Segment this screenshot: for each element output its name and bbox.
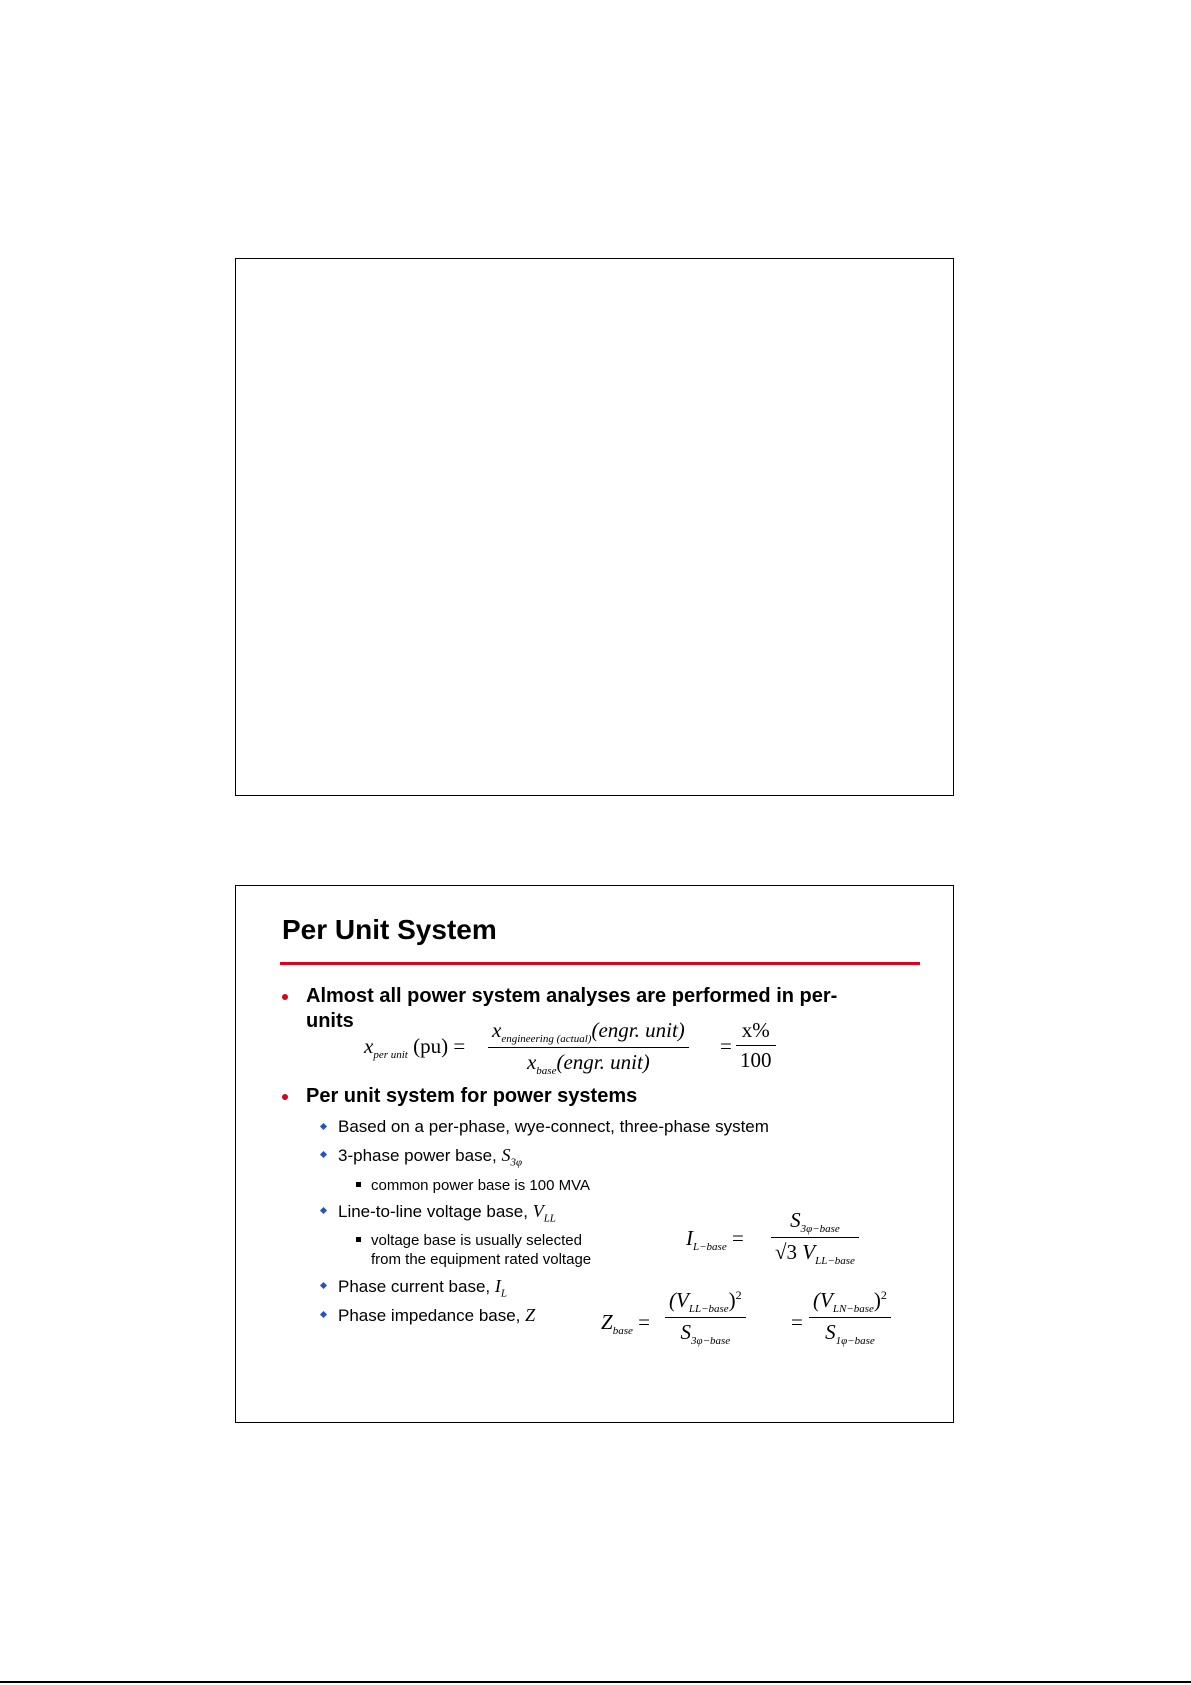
bullet-text-line1: Almost all power system analyses are performed in per- — [306, 985, 838, 1007]
sub-sub-item-text-line1: voltage base is usually selected — [371, 1232, 582, 1249]
sub-sub-item-mva — [356, 1176, 590, 1195]
diamond-bullet-icon — [320, 1282, 327, 1289]
pu-equals: = — [720, 1034, 732, 1058]
sub-item-impedance-base — [321, 1305, 535, 1326]
impedance-fraction-ll: $(V_{LL-base})^2$ $S_{3\varphi-base}$ — [665, 1288, 746, 1347]
bullet-dot-icon — [282, 1094, 288, 1100]
diamond-bullet-icon — [320, 1311, 327, 1318]
bullet-text: Per unit system for power systems — [306, 1085, 638, 1107]
sub-item-power-base — [321, 1145, 522, 1169]
pu-lhs: $x_{per unit}$ (pu) = — [364, 1034, 466, 1062]
current-base-equation: $I_{L-base}$ = $S_{3\varphi-base}$ √3 $V_{LL-base}$ — [686, 1206, 906, 1268]
sub-item-voltage-base — [321, 1201, 556, 1225]
impedance-base-equation: $Z_{base}$ = $(V_{LL-base})^2$ $S_{3\varphi-base}$ = $(V_{LN-base})^2$ $S_{1\varphi-base}$ — [601, 1286, 941, 1354]
page-bottom-rule — [0, 1681, 1191, 1683]
sub-item-text: Phase current base, $I_L$ — [338, 1276, 507, 1300]
sub-item-current-base — [321, 1276, 507, 1300]
diamond-bullet-icon — [320, 1207, 327, 1214]
sub-item-per-phase — [321, 1117, 769, 1137]
per-unit-equation — [364, 1016, 784, 1076]
diamond-bullet-icon — [320, 1123, 327, 1130]
sub-sub-item-text-line2: from the equipment rated voltage — [371, 1251, 592, 1268]
sub-sub-item-text: common power base is 100 MVA — [371, 1177, 590, 1194]
pu-percent-fraction: $\frac{x\%}{100}$ — [736, 1018, 776, 1073]
diamond-bullet-icon — [320, 1151, 327, 1158]
square-bullet-icon — [356, 1237, 361, 1242]
bullet-per-unit-power-systems — [282, 1084, 637, 1109]
sub-sub-item-voltage-selection — [356, 1231, 591, 1269]
sub-item-text: Line-to-line voltage base, $V_{LL}$ — [338, 1201, 556, 1225]
slide-per-unit-system — [235, 885, 954, 1423]
sub-item-text: 3-phase power base, $S_{3\varphi}$ — [338, 1145, 523, 1169]
slide-title: Per Unit System — [282, 914, 497, 945]
pu-fraction: $x_{engineering (actual)}(engr$. unit) $x_{base}(engr$. unit) — [488, 1018, 689, 1077]
square-bullet-icon — [356, 1182, 361, 1187]
bullet-dot-icon — [282, 994, 288, 1000]
current-base-fraction: $S_{3\varphi-base}$ √3 $V_{LL-base}$ — [771, 1208, 859, 1267]
sub-item-text: Based on a per-phase, wye-connect, three-phase system — [338, 1117, 769, 1136]
title-underline — [280, 962, 920, 965]
sub-item-text: Phase impedance base, Z — [338, 1305, 536, 1325]
bullet-text-line2: units — [306, 1010, 354, 1032]
blank-slide-frame — [235, 258, 954, 796]
impedance-fraction-ln: $(V_{LN-base})^2$ $S_{1\varphi-base}$ — [809, 1288, 891, 1347]
